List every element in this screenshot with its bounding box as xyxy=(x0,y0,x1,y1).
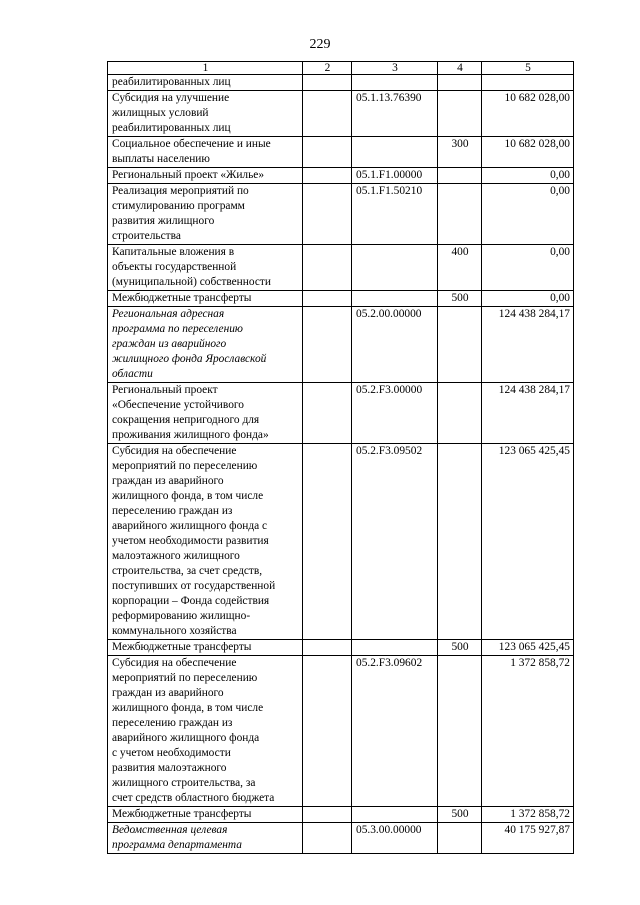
row-col2-cell xyxy=(303,91,352,137)
row-type-cell: 300 xyxy=(438,137,482,168)
row-col2-cell xyxy=(303,823,352,854)
row-code-cell: 05.3.00.00000 xyxy=(352,823,438,854)
row-type-cell xyxy=(438,168,482,184)
row-col2-cell xyxy=(303,291,352,307)
row-name-cell: Капитальные вложения в объекты государственной (муниципальной) собственности xyxy=(108,245,303,291)
row-amount-cell: 0,00 xyxy=(482,168,574,184)
row-col2-cell xyxy=(303,444,352,640)
table-row xyxy=(108,245,574,291)
row-code-cell xyxy=(352,245,438,291)
row-type-cell xyxy=(438,823,482,854)
table-row xyxy=(108,640,574,656)
page-number: 229 xyxy=(309,37,331,52)
budget-table xyxy=(107,61,574,854)
row-type-cell xyxy=(438,444,482,640)
row-code-cell: 05.2.F3.09502 xyxy=(352,444,438,640)
table-row xyxy=(108,383,574,444)
row-type-cell xyxy=(438,75,482,91)
header-col-5: 5 xyxy=(482,62,574,75)
row-name-cell: Региональная адресная программа по переселению граждан из аварийного жилищного фонда Ярославской области xyxy=(108,307,303,383)
row-code-cell xyxy=(352,137,438,168)
row-type-cell: 500 xyxy=(438,291,482,307)
row-code-cell: 05.2.F3.00000 xyxy=(352,383,438,444)
row-code-cell: 05.1.F1.50210 xyxy=(352,184,438,245)
row-type-cell: 500 xyxy=(438,807,482,823)
row-col2-cell xyxy=(303,383,352,444)
row-name-cell: реабилитированных лиц xyxy=(108,75,303,91)
row-col2-cell xyxy=(303,807,352,823)
header-row xyxy=(108,62,574,75)
row-col2-cell xyxy=(303,656,352,807)
row-type-cell xyxy=(438,184,482,245)
row-name-cell: Реализация мероприятий по стимулированию программ развития жилищного строительства xyxy=(108,184,303,245)
row-type-cell: 400 xyxy=(438,245,482,291)
row-amount-cell: 123 065 425,45 xyxy=(482,640,574,656)
row-amount-cell: 123 065 425,45 xyxy=(482,444,574,640)
row-name-cell: Региональный проект «Обеспечение устойчивого сокращения непригодного для проживания жилищного фонда» xyxy=(108,383,303,444)
row-name-cell: Социальное обеспечение и иные выплаты населению xyxy=(108,137,303,168)
row-col2-cell xyxy=(303,184,352,245)
row-col2-cell xyxy=(303,137,352,168)
row-name-cell: Межбюджетные трансферты xyxy=(108,640,303,656)
row-name-cell: Межбюджетные трансферты xyxy=(108,807,303,823)
row-name-cell: Региональный проект «Жилье» xyxy=(108,168,303,184)
row-amount-cell: 1 372 858,72 xyxy=(482,656,574,807)
table-row xyxy=(108,307,574,383)
row-col2-cell xyxy=(303,75,352,91)
row-col2-cell xyxy=(303,168,352,184)
table-row xyxy=(108,137,574,168)
table-row xyxy=(108,291,574,307)
table-row xyxy=(108,444,574,640)
header-col-3: 3 xyxy=(352,62,438,75)
row-amount-cell: 0,00 xyxy=(482,245,574,291)
row-amount-cell: 0,00 xyxy=(482,184,574,245)
row-code-cell xyxy=(352,75,438,91)
table-row xyxy=(108,168,574,184)
row-amount-cell: 124 438 284,17 xyxy=(482,307,574,383)
row-type-cell: 500 xyxy=(438,640,482,656)
row-name-cell: Субсидия на обеспечение мероприятий по переселению граждан из аварийного жилищного фонда, в том числе переселению граждан из аварийного жилищного фонда с учетом необходимости развития малоэтажного жилищного строительства, за счет средств, поступивших от государственной корпорации – Фонда содействия реформированию жилищно- коммунального хозяйства xyxy=(108,444,303,640)
row-code-cell: 05.2.F3.09602 xyxy=(352,656,438,807)
row-code-cell: 05.1.F1.00000 xyxy=(352,168,438,184)
table-row xyxy=(108,75,574,91)
header-col-2: 2 xyxy=(303,62,352,75)
row-amount-cell: 0,00 xyxy=(482,291,574,307)
row-name-cell: Субсидия на обеспечение мероприятий по переселению граждан из аварийного жилищного фонда, в том числе переселению граждан из аварийного жилищного фонда с учетом необходимости развития малоэтажного жилищного строительства, за счет средств областного бюджета xyxy=(108,656,303,807)
row-type-cell xyxy=(438,383,482,444)
row-amount-cell xyxy=(482,75,574,91)
row-type-cell xyxy=(438,656,482,807)
row-code-cell xyxy=(352,640,438,656)
row-col2-cell xyxy=(303,307,352,383)
row-type-cell xyxy=(438,91,482,137)
header-col-1: 1 xyxy=(108,62,303,75)
row-code-cell: 05.1.13.76390 xyxy=(352,91,438,137)
row-amount-cell: 10 682 028,00 xyxy=(482,137,574,168)
row-col2-cell xyxy=(303,245,352,291)
row-amount-cell: 1 372 858,72 xyxy=(482,807,574,823)
row-code-cell xyxy=(352,291,438,307)
row-name-cell: Субсидия на улучшение жилищных условий реабилитированных лиц xyxy=(108,91,303,137)
row-code-cell xyxy=(352,807,438,823)
table-row xyxy=(108,823,574,854)
table-row xyxy=(108,807,574,823)
row-type-cell xyxy=(438,307,482,383)
row-amount-cell: 124 438 284,17 xyxy=(482,383,574,444)
row-name-cell: Ведомственная целевая программа департамента xyxy=(108,823,303,854)
row-amount-cell: 10 682 028,00 xyxy=(482,91,574,137)
row-name-cell: Межбюджетные трансферты xyxy=(108,291,303,307)
row-code-cell: 05.2.00.00000 xyxy=(352,307,438,383)
table-row xyxy=(108,184,574,245)
table-row xyxy=(108,656,574,807)
row-col2-cell xyxy=(303,640,352,656)
header-col-4: 4 xyxy=(438,62,482,75)
budget-table-body xyxy=(108,62,574,854)
table-row xyxy=(108,91,574,137)
row-amount-cell: 40 175 927,87 xyxy=(482,823,574,854)
